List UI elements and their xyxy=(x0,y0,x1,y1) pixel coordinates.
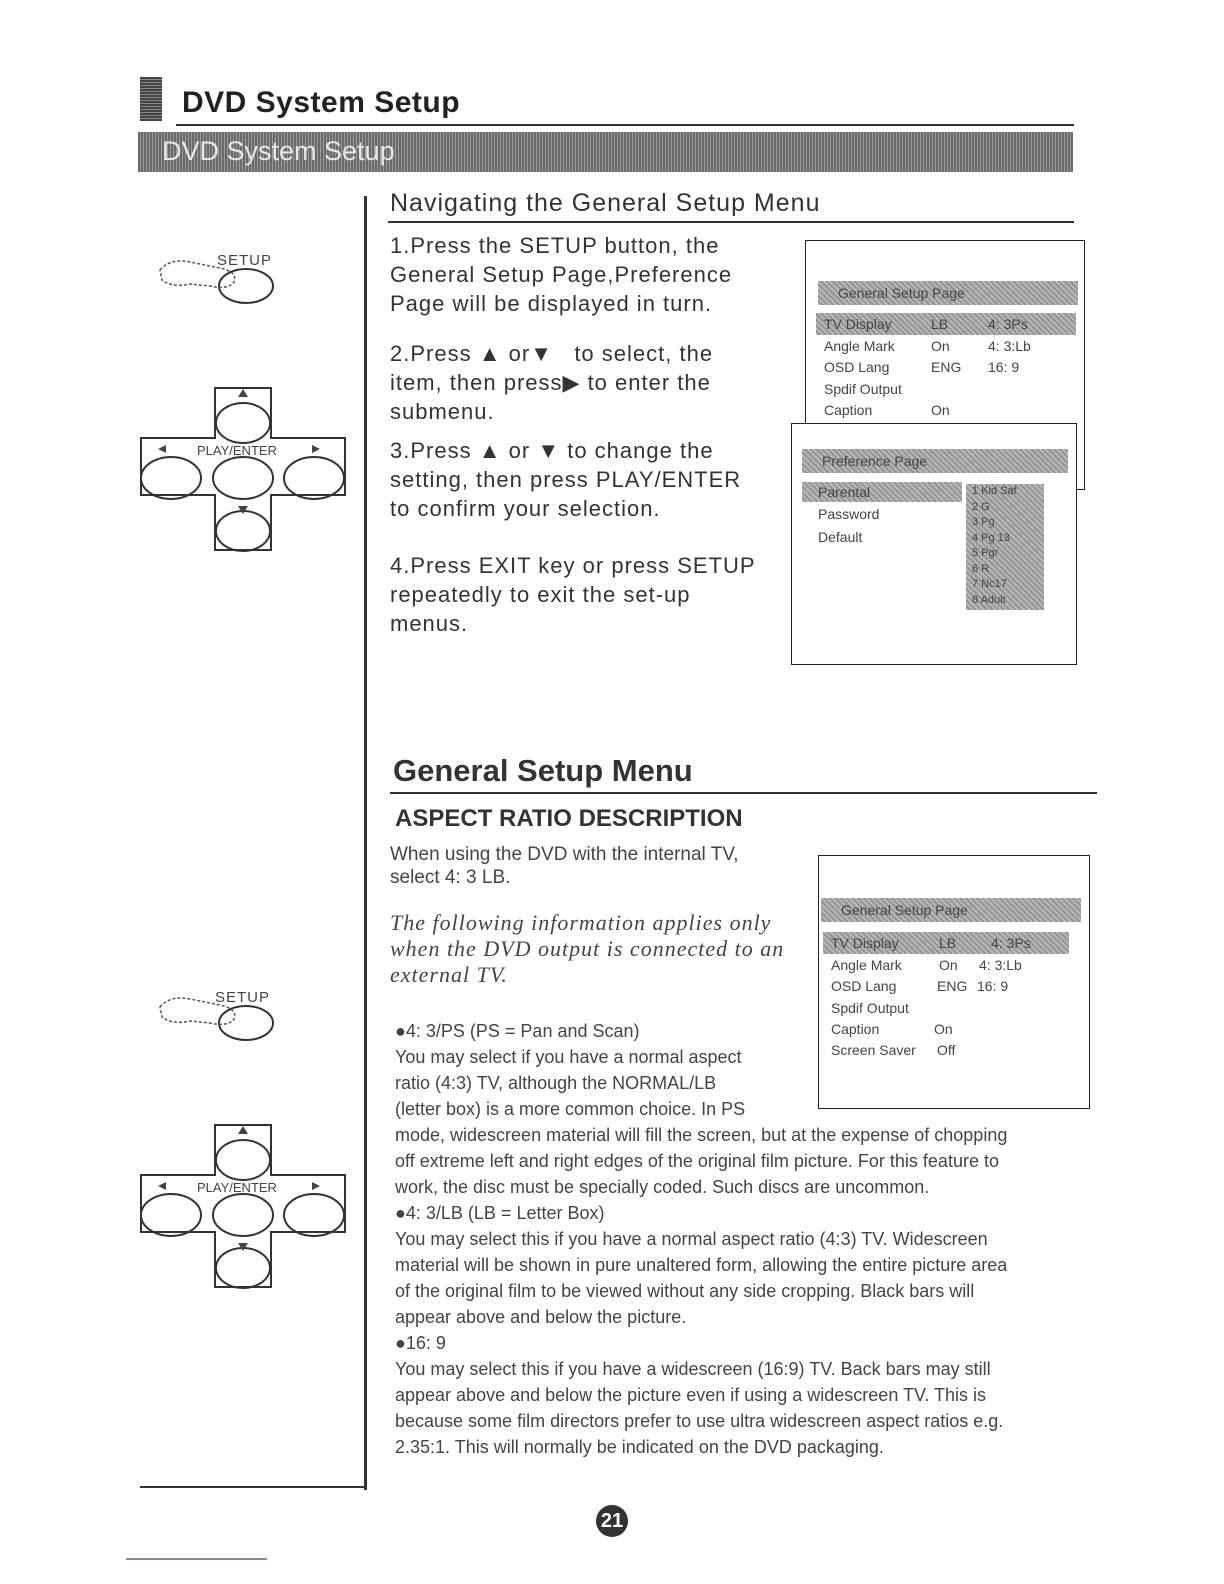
down-arrow-icon xyxy=(238,506,248,514)
general-setup-rule xyxy=(390,792,1097,794)
nav-pad-illustration-2 xyxy=(138,1120,348,1290)
ps-description-cont: mode, widescreen material will fill the screen, but at the expense of chopping off extreme left and right edges of the original film picture. For this feature to work, the disc must be specially coded. Such discs are uncommon. ●4: 3/LB (LB = Letter Box) You may select this if you have a normal aspect ratio (4:3) TV. Widescreen material will be shown in pure unaltered form, allowing the entire picture area of the original film to be viewed without any side cropping. Black bars will appear above and below the picture. ●16: 9 You may select this if you have a widescreen (16:9) TV. Back bars may still appear above and below the picture even if using a widescreen TV. This is because some film directors prefer to use ultra widescreen aspect ratios e.g. 2.35:1. This will normally be indicated on the DVD packaging. xyxy=(395,1125,1008,1457)
down-arrow-icon: ▼ xyxy=(530,341,553,366)
menu-row-value: On xyxy=(931,402,950,418)
aspect-ratio-title: ASPECT RATIO DESCRIPTION xyxy=(395,805,743,832)
menu-row-value: On xyxy=(939,957,958,973)
column-divider xyxy=(364,196,367,1490)
option: 8 Adult xyxy=(972,593,1006,606)
left-arrow-icon xyxy=(158,445,166,453)
step-2: 2.Press ▲ or▼ to select, the item, then press▶ to enter the submenu. xyxy=(390,341,714,424)
menu-row-label: Password xyxy=(818,506,880,522)
up-arrow-icon: ▲ xyxy=(478,438,502,463)
menu-row-option: 4: 3Ps xyxy=(988,316,1028,332)
option: 2 G xyxy=(972,500,990,513)
intro-text: When using the DVD with the internal TV, select 4: 3 LB. xyxy=(390,844,739,888)
section-band-title: DVD System Setup xyxy=(162,136,395,166)
preference-menu-screen xyxy=(791,423,1077,665)
down-arrow-icon: ▼ xyxy=(537,438,561,463)
footer-rule xyxy=(126,1558,267,1560)
menu-row-value: Off xyxy=(937,1042,956,1058)
play-enter-label: PLAY/ENTER xyxy=(197,1180,277,1195)
option: 1 Kid Saf xyxy=(972,485,1017,497)
navigating-title: Navigating the General Setup Menu xyxy=(390,189,821,217)
right-arrow-icon xyxy=(312,1182,320,1190)
menu-row-value: LB xyxy=(931,316,949,332)
down-arrow-icon xyxy=(238,1243,248,1251)
options-list xyxy=(966,484,1044,610)
menu-row-label: Screen Saver xyxy=(831,1042,916,1058)
option: 6 R xyxy=(972,562,990,575)
step-4: 4.Press EXIT key or press SETUP repeatedly to exit the set-up menus. xyxy=(390,553,756,636)
header-rule xyxy=(176,124,1074,126)
general-setup-menu-screen-2 xyxy=(818,855,1090,1109)
navigating-rule xyxy=(388,221,1074,223)
bottom-rule xyxy=(140,1486,367,1488)
menu-row-option: 16: 9 xyxy=(988,359,1020,375)
option: 3 Pg xyxy=(972,516,995,528)
menu-row-label: Spdif Output xyxy=(831,1000,909,1016)
option: 5 Pgr xyxy=(972,547,999,559)
play-enter-label: PLAY/ENTER xyxy=(197,443,277,458)
menu-title: General Setup Page xyxy=(818,281,1078,305)
general-setup-title: General Setup Menu xyxy=(393,753,693,788)
setup-label: SETUP xyxy=(217,252,273,269)
menu-row-option: 4: 3Ps xyxy=(991,935,1031,951)
step-3: 3.Press ▲ or ▼ to change the setting, then press PLAY/ENTER to confirm your selection. xyxy=(390,438,742,521)
page-number: 21 xyxy=(596,1505,628,1537)
right-arrow-icon xyxy=(312,445,320,453)
step-1: 1.Press the SETUP button, the General Setup Page,Preference Page will be displayed in turn. xyxy=(390,233,733,316)
menu-title: General Setup Page xyxy=(821,898,1081,922)
header-marker xyxy=(140,77,162,121)
up-arrow-icon xyxy=(238,1126,248,1134)
menu-row-label: OSD Lang xyxy=(831,978,897,994)
dpad-icon xyxy=(138,383,348,553)
right-arrow-icon: ▶ xyxy=(562,370,581,395)
menu-row-label: Angle Mark xyxy=(831,957,902,973)
menu-row-value: ENG xyxy=(937,978,968,994)
ps-description: ●4: 3/PS (PS = Pan and Scan) You may select if you have a normal aspect ratio (4:3) TV, although the NORMAL/LB (letter box) is a more common choice. In PS xyxy=(395,1021,746,1119)
menu-row-value: ENG xyxy=(931,359,962,375)
menu-row-label: Parental xyxy=(818,484,871,500)
up-arrow-icon: ▲ xyxy=(478,341,502,366)
italic-note: The following information applies only when the DVD output is connected to an external TV. xyxy=(390,910,785,987)
menu-row-option: 4: 3:Lb xyxy=(988,338,1031,354)
option: 7 Nc17 xyxy=(972,578,1007,590)
menu-row-value: On xyxy=(931,338,950,354)
dpad-icon xyxy=(138,1120,348,1290)
setup-label: SETUP xyxy=(215,989,271,1006)
menu-row-label: Default xyxy=(818,529,863,545)
up-arrow-icon xyxy=(238,389,248,397)
option: 4 Pg 13 xyxy=(972,531,1010,544)
menu-row-label: Caption xyxy=(831,1021,880,1037)
left-arrow-icon xyxy=(158,1182,166,1190)
menu-row-value: LB xyxy=(939,935,957,951)
menu-row-value: On xyxy=(934,1021,953,1037)
menu-row-label: OSD Lang xyxy=(824,359,890,375)
menu-row-label: Caption xyxy=(824,402,873,418)
menu-row-label: Spdif Output xyxy=(824,381,902,397)
menu-row-label: TV Display xyxy=(831,935,899,951)
page-title: DVD System Setup xyxy=(182,86,461,119)
menu-row-label: TV Display xyxy=(824,316,892,332)
menu-title: Preference Page xyxy=(802,449,1068,473)
menu-row-option: 4: 3:Lb xyxy=(979,957,1022,973)
menu-row-option: 16: 9 xyxy=(977,978,1009,994)
menu-row-label: Angle Mark xyxy=(824,338,895,354)
nav-pad-illustration xyxy=(138,383,348,553)
